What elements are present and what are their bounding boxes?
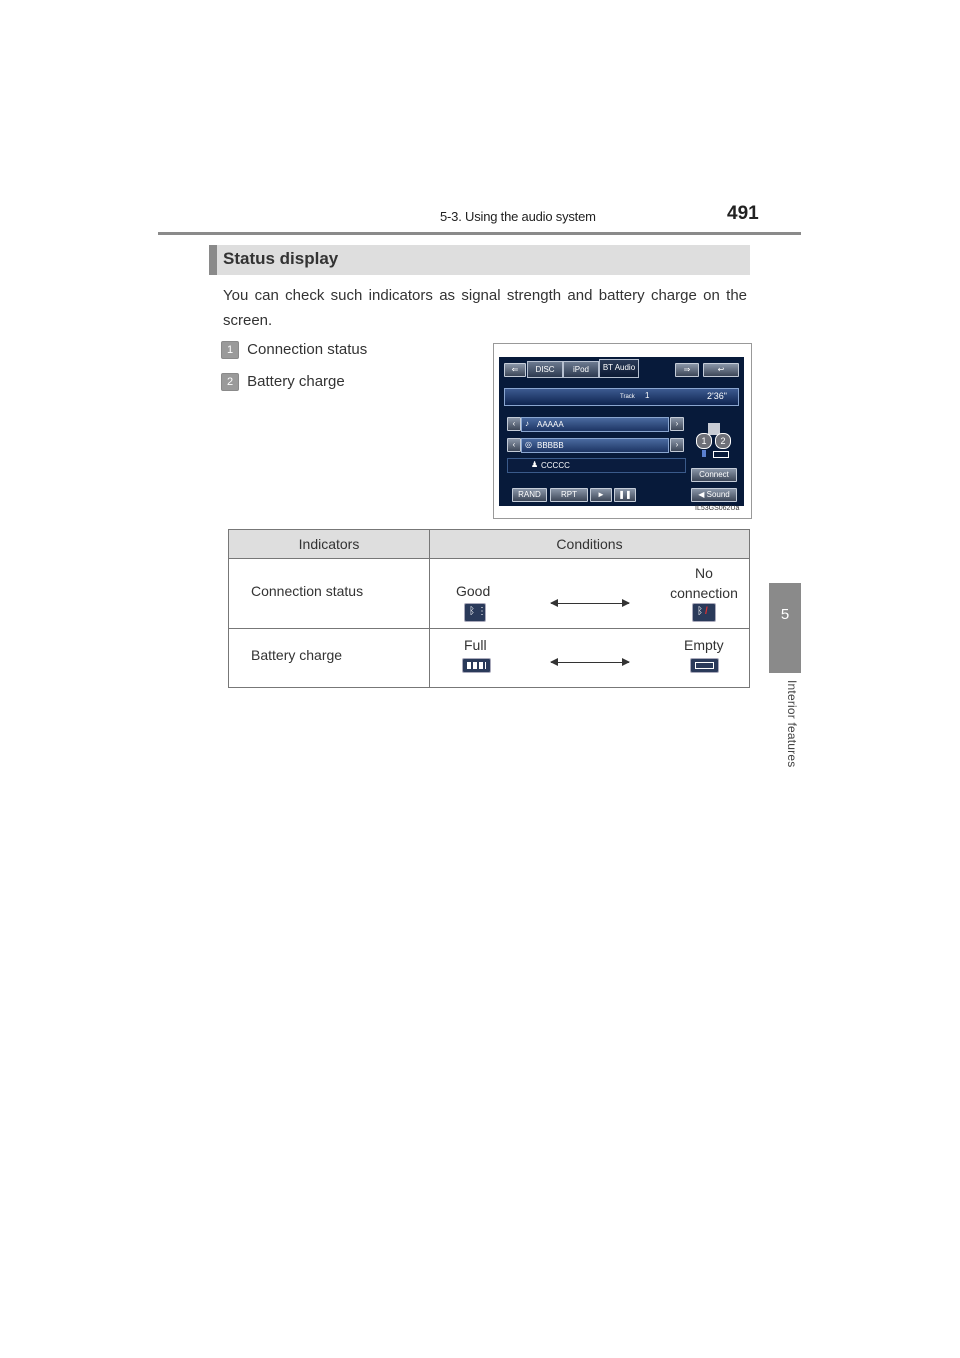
- figure-caption: IL53GS062Ua: [695, 505, 740, 512]
- number-badge: 1: [221, 341, 239, 359]
- bluetooth-good-icon: ᛒ ⋮: [464, 603, 486, 622]
- table-row: [229, 629, 750, 688]
- bluetooth-icon: [702, 450, 706, 457]
- range-arrow: [551, 603, 629, 604]
- table-row: [229, 559, 750, 629]
- next-icon: ›: [670, 417, 684, 431]
- track-number: 1: [645, 391, 650, 400]
- tab-disc: DISC: [527, 361, 563, 378]
- person-icon: ♟: [531, 460, 539, 469]
- indicator-name: Battery charge: [251, 647, 343, 663]
- chapter-tab: [769, 583, 801, 673]
- condition-right: No connection: [670, 565, 738, 601]
- chapter-label: Interior features: [785, 680, 799, 768]
- rpt-button: RPT: [550, 488, 588, 502]
- track-bar: [504, 388, 739, 406]
- table-cell: [430, 559, 750, 629]
- indicator-name: Connection status: [251, 583, 364, 599]
- table-cell: [229, 629, 430, 688]
- back-arrow-icon: ⇐: [504, 363, 526, 377]
- speaker-icon: ◀: [698, 490, 707, 499]
- tab-ipod: iPod: [563, 361, 599, 378]
- disc-icon: ◎: [525, 440, 532, 449]
- sound-button: ◀ Sound: [691, 488, 737, 502]
- row-title: AAAAA: [537, 420, 564, 429]
- title-row: [521, 417, 669, 432]
- play-icon: ►: [590, 488, 612, 502]
- callout-2: 2: [715, 433, 731, 449]
- table-cell: [430, 629, 750, 688]
- battery-empty-icon: [690, 658, 719, 673]
- table-cell: [229, 559, 430, 629]
- audio-screen: [499, 357, 744, 506]
- table-header: Indicators: [229, 530, 430, 559]
- forward-arrow-icon: ⇒: [675, 363, 699, 377]
- next-icon: ›: [670, 438, 684, 452]
- pause-icon: ❚❚: [614, 488, 636, 502]
- header-rule: [158, 232, 801, 235]
- prev-icon: ‹: [507, 417, 521, 431]
- track-label: Track: [620, 394, 635, 400]
- list-item-label: Connection status: [247, 341, 368, 358]
- artist-row: [507, 458, 686, 473]
- number-badge: 2: [221, 373, 239, 391]
- intro-paragraph: You can check such indicators as signal strength and battery charge on the screen.: [223, 287, 747, 329]
- chapter-number: 5: [780, 606, 790, 623]
- tab-bt-audio: BT Audio: [599, 359, 639, 378]
- indicators-table: [228, 529, 750, 688]
- row-album: BBBBB: [537, 441, 564, 450]
- album-row: [521, 438, 669, 453]
- row-artist: CCCCC: [541, 461, 570, 470]
- rand-button: RAND: [512, 488, 547, 502]
- running-header-section: 5-3. Using the audio system: [440, 209, 596, 224]
- bluetooth-no-connection-icon: ᛒ /: [692, 603, 716, 622]
- battery-full-icon: [462, 658, 491, 673]
- track-time: 2'36": [707, 391, 727, 401]
- section-title: Status display: [223, 249, 339, 268]
- list-item: [221, 373, 345, 391]
- battery-icon: [713, 451, 729, 458]
- prev-icon: ‹: [507, 438, 521, 452]
- callout-1: 1: [696, 433, 712, 449]
- list-item: [221, 341, 367, 359]
- return-icon: ↩: [703, 363, 739, 377]
- condition-left: Full: [464, 637, 487, 653]
- range-arrow: [551, 662, 629, 663]
- list-item-label: Battery charge: [247, 373, 345, 390]
- section-heading-marker: [209, 245, 217, 275]
- connect-button: Connect: [691, 468, 737, 482]
- condition-right: Empty: [684, 637, 724, 653]
- table-header: Conditions: [430, 530, 750, 559]
- page-number: 491: [727, 203, 759, 224]
- condition-left: Good: [456, 583, 491, 599]
- music-note-icon: ♪: [525, 419, 529, 428]
